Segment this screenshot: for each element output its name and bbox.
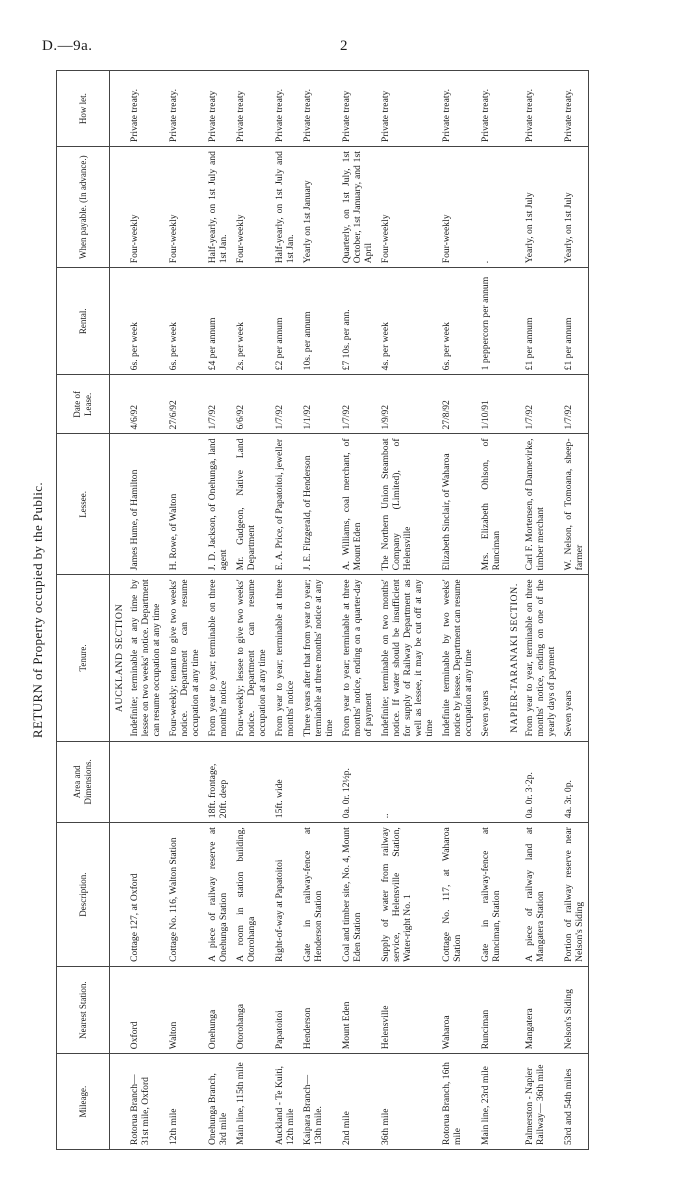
section-spacer-cell <box>505 966 521 1053</box>
cell-mileage: 53rd and 54th miles <box>560 1054 589 1150</box>
cell-payable: Four-weekly <box>165 147 204 268</box>
cell-lessee: James Hume, of Hamilton <box>126 434 165 575</box>
cell-area <box>299 741 338 823</box>
cell-rental: £7 10s. per ann. <box>338 268 377 375</box>
section-spacer-cell <box>110 741 127 823</box>
table-header-row <box>57 71 110 1150</box>
cell-area <box>165 741 204 823</box>
cell-area: .. <box>377 741 438 823</box>
cell-rental: 1 peppercorn per annum <box>477 268 505 375</box>
section-spacer-cell <box>110 71 127 147</box>
cell-rental: 6s. per week <box>438 268 477 375</box>
cell-station: Mangatera <box>521 966 560 1053</box>
cell-payable: Quarterly, on 1st July, 1st October, 1st January, and 1st April <box>338 147 377 268</box>
cell-lessee: A. Williams, coal merchant, of Mount Eden <box>338 434 377 575</box>
cell-rental: £1 per annum <box>560 268 589 375</box>
cell-how-let: Private treaty. <box>438 71 477 147</box>
section-spacer-cell <box>110 966 127 1053</box>
cell-lessee: H. Rowe, of Walton <box>165 434 204 575</box>
table-row <box>299 71 338 1150</box>
section-spacer-cell <box>110 375 127 434</box>
section-spacer-cell <box>505 741 521 823</box>
cell-how-let: Private treaty <box>204 71 232 147</box>
col-header-mileage: Mileage. <box>57 1054 110 1150</box>
cell-description: Supply of water from railway service, Helensville Station, Water-right No. 1 <box>377 823 438 967</box>
section-spacer-cell <box>110 147 127 268</box>
cell-rental: 4s. per week <box>377 268 438 375</box>
cell-description: A room in station building, Otorohanga <box>232 823 271 967</box>
cell-how-let: Private treaty <box>377 71 438 147</box>
section-spacer-cell <box>110 1054 127 1150</box>
cell-date: 1/7/92 <box>521 375 560 434</box>
cell-area <box>477 741 505 823</box>
cell-station: Henderson <box>299 966 338 1053</box>
cell-rental: £2 per annum <box>271 268 299 375</box>
cell-tenure: Four-weekly; lessee to give two weeks' notice. Department can resume occupation at any time <box>232 575 271 741</box>
col-header-how-let: How let. <box>57 71 110 147</box>
section-heading-row <box>505 71 521 1150</box>
cell-mileage: Auckland - Te Kuiti, 12th mile <box>271 1054 299 1150</box>
cell-station: Oxford <box>126 966 165 1053</box>
cell-lessee: The Northern Union Steamboat Company (Limited), of Helensville <box>377 434 438 575</box>
cell-mileage: Rotorua Branch— 31st mile, Oxford <box>126 1054 165 1150</box>
cell-station: Waharoa <box>438 966 477 1053</box>
cell-date: 6/6/92 <box>232 375 271 434</box>
cell-lessee: Mr. Gudgeon, Native Land Department <box>232 434 271 575</box>
cell-rental: 6s. per week <box>126 268 165 375</box>
cell-date: 1/1/92 <box>299 375 338 434</box>
cell-lessee: W. Nelson, of Tomoana, sheep-farmer <box>560 434 589 575</box>
cell-description: Gate in railway-fence at Henderson Station <box>299 823 338 967</box>
cell-station: Nelson's Siding <box>560 966 589 1053</box>
cell-date: 27/6/92 <box>165 375 204 434</box>
cell-station: Otorohanga <box>232 966 271 1053</box>
cell-date: 1/7/92 <box>204 375 232 434</box>
section-spacer-cell <box>110 823 127 967</box>
col-header-lessee: Lessee. <box>57 434 110 575</box>
section-spacer-cell <box>505 375 521 434</box>
section-heading-row <box>110 71 127 1150</box>
cell-how-let: Private treaty. <box>477 71 505 147</box>
col-header-payable: When payable. (In advance.) <box>57 147 110 268</box>
cell-description: Cottage No. 116, Walton Station <box>165 823 204 967</box>
cell-mileage: Onehunga Branch, 3rd mile <box>204 1054 232 1150</box>
cell-mileage: 36th mile <box>377 1054 438 1150</box>
cell-date: 1/10/91 <box>477 375 505 434</box>
cell-tenure: Indefinite; terminable at any time by lessee on two weeks' notice. Department can resume occupation at any time <box>126 575 165 741</box>
section-spacer-cell <box>505 1054 521 1150</box>
cell-how-let: Private treaty <box>338 71 377 147</box>
cell-station: Papatoitoi <box>271 966 299 1053</box>
section-spacer-cell <box>505 268 521 375</box>
cell-how-let: Private treaty <box>232 71 271 147</box>
cell-area: 15ft. wide <box>271 741 299 823</box>
property-return-table <box>56 70 589 1150</box>
cell-rental: 6s. per week <box>165 268 204 375</box>
cell-station: Mount Eden <box>338 966 377 1053</box>
cell-area: 0a. 0r. 3·2p. <box>521 741 560 823</box>
cell-date: 27/8/92 <box>438 375 477 434</box>
cell-how-let: Private treaty. <box>299 71 338 147</box>
section-spacer-cell <box>110 268 127 375</box>
cell-how-let: Private treaty. <box>521 71 560 147</box>
cell-area: 4a. 3r. 0p. <box>560 741 589 823</box>
cell-description: Cottage 127, at Oxford <box>126 823 165 967</box>
table-row <box>271 71 299 1150</box>
table-row <box>560 71 589 1150</box>
section-spacer-cell <box>505 823 521 967</box>
cell-payable: Yearly on 1st January <box>299 147 338 268</box>
section-spacer-cell <box>505 147 521 268</box>
cell-description: Gate in railway-fence at Runciman, Station <box>477 823 505 967</box>
cell-station: Walton <box>165 966 204 1053</box>
col-header-area: Area and Dimensions. <box>57 741 110 823</box>
table-row <box>521 71 560 1150</box>
col-header-date: Date of Lease. <box>57 375 110 434</box>
table-row <box>204 71 232 1150</box>
cell-description: Coal and timber site, No. 4, Mount Eden Station <box>338 823 377 967</box>
cell-payable: Four-weekly <box>126 147 165 268</box>
section-heading: NAPIER-TARANAKI SECTION. <box>505 575 521 741</box>
cell-payable: Yearly, on 1st July <box>521 147 560 268</box>
section-heading: AUCKLAND SECTION <box>110 575 127 741</box>
section-spacer-cell <box>110 434 127 575</box>
cell-tenure: Indefinite; terminable on two months' notice. If water should be insufficient for supply of Railway Department as well as lessee, it may be cut off at any time <box>377 575 438 741</box>
cell-payable: Four-weekly <box>438 147 477 268</box>
cell-payable: Four-weekly <box>377 147 438 268</box>
cell-mileage: Kaipara Branch— 13th mile. <box>299 1054 338 1150</box>
cell-description: Portion of railway reserve near Nelson's Siding <box>560 823 589 967</box>
cell-mileage: 12th mile <box>165 1054 204 1150</box>
cell-mileage: Main line, 115th mile <box>232 1054 271 1150</box>
cell-mileage: Main line, 23rd mile <box>477 1054 505 1150</box>
document-title: RETURN of Property occupied by the Public. <box>30 481 45 739</box>
cell-area <box>126 741 165 823</box>
cell-date: 1/7/92 <box>560 375 589 434</box>
col-header-tenure: Tenure. <box>57 575 110 741</box>
cell-rental: 2s. per week <box>232 268 271 375</box>
table-row <box>377 71 438 1150</box>
document-reference: D.—9a. <box>42 38 93 54</box>
cell-tenure: From year to year; terminable at three months' notice, ending on a quarter-day of payment <box>338 575 377 741</box>
cell-lessee: E. A. Price, of Papatoitoi, jeweller <box>271 434 299 575</box>
cell-tenure: Four-weekly; tenant to give two weeks' notice. Department can resume occupation at any time <box>165 575 204 741</box>
cell-payable: Yearly, on 1st July <box>560 147 589 268</box>
cell-area <box>232 741 271 823</box>
col-header-description: Description. <box>57 823 110 967</box>
cell-lessee: Carl F. Mortensen, of Dannevirke, timber merchant <box>521 434 560 575</box>
cell-area: 18ft. frontage, 20ft. deep <box>204 741 232 823</box>
cell-tenure: Seven years <box>477 575 505 741</box>
cell-how-let: Private treaty. <box>560 71 589 147</box>
cell-area <box>438 741 477 823</box>
table-row <box>232 71 271 1150</box>
section-spacer-cell <box>505 434 521 575</box>
cell-tenure: Seven years <box>560 575 589 741</box>
cell-rental: £1 per annum <box>521 268 560 375</box>
cell-lessee: Mrs. Elizabeth Ohlson, of Runciman <box>477 434 505 575</box>
cell-area: 0a. 0r. 12½p. <box>338 741 377 823</box>
table-row <box>126 71 165 1150</box>
cell-date: 1/7/92 <box>338 375 377 434</box>
rotated-return-table <box>30 70 670 1150</box>
cell-payable: Half-yearly, on 1st July and 1st Jan. <box>271 147 299 268</box>
cell-how-let: Private treaty. <box>165 71 204 147</box>
cell-mileage: Rotorua Branch, 16th mile <box>438 1054 477 1150</box>
cell-station: Onehunga <box>204 966 232 1053</box>
cell-date: 1/7/92 <box>271 375 299 434</box>
cell-lessee: Elizabeth Sinclair, of Waharoa <box>438 434 477 575</box>
cell-description: A piece of railway land at Mangatera Station <box>521 823 560 967</box>
table-body <box>110 71 589 1150</box>
cell-how-let: Private treaty. <box>271 71 299 147</box>
cell-payable: Four-weekly <box>232 147 271 268</box>
cell-date: 4/6/92 <box>126 375 165 434</box>
col-header-rental: Rental. <box>57 268 110 375</box>
cell-rental: 10s. per annum <box>299 268 338 375</box>
table-row <box>438 71 477 1150</box>
cell-description: Right-of-way at Papatoitoi <box>271 823 299 967</box>
table-row <box>165 71 204 1150</box>
section-spacer-cell <box>505 71 521 147</box>
cell-station: Runciman <box>477 966 505 1053</box>
cell-payable: Half-yearly, on 1st July and 1st Jan. <box>204 147 232 268</box>
cell-tenure: Three years after that from year to year; terminable at three months' notice at any time <box>299 575 338 741</box>
cell-rental: £4 per annum <box>204 268 232 375</box>
cell-description: A piece of railway reserve at Onehunga Station <box>204 823 232 967</box>
cell-mileage: Palmerston - Napier Railway— 36th mile <box>521 1054 560 1150</box>
table-row <box>338 71 377 1150</box>
cell-lessee: J. E. Fitzgerald, of Henderson <box>299 434 338 575</box>
page-number: 2 <box>340 38 348 54</box>
cell-lessee: J. D. Jackson, of Onehunga, land agent <box>204 434 232 575</box>
cell-description: Cottage No. 117, at Waharoa Station <box>438 823 477 967</box>
table-row <box>477 71 505 1150</box>
cell-station: Helensville <box>377 966 438 1053</box>
col-header-station: Nearest Station. <box>57 966 110 1053</box>
cell-tenure: Indefinite terminable by two weeks' notice by lessee. Department can resume occupation at any time <box>438 575 477 741</box>
cell-mileage: 2nd mile <box>338 1054 377 1150</box>
cell-payable: . <box>477 147 505 268</box>
cell-date: 1/9/92 <box>377 375 438 434</box>
cell-tenure: From year to year, terminable on three months' notice, ending on one of the yearly days of payment <box>521 575 560 741</box>
cell-tenure: From year to year; terminable at three months' notice <box>271 575 299 741</box>
cell-tenure: From year to year; terminable on three months' notice <box>204 575 232 741</box>
cell-how-let: Private treaty. <box>126 71 165 147</box>
